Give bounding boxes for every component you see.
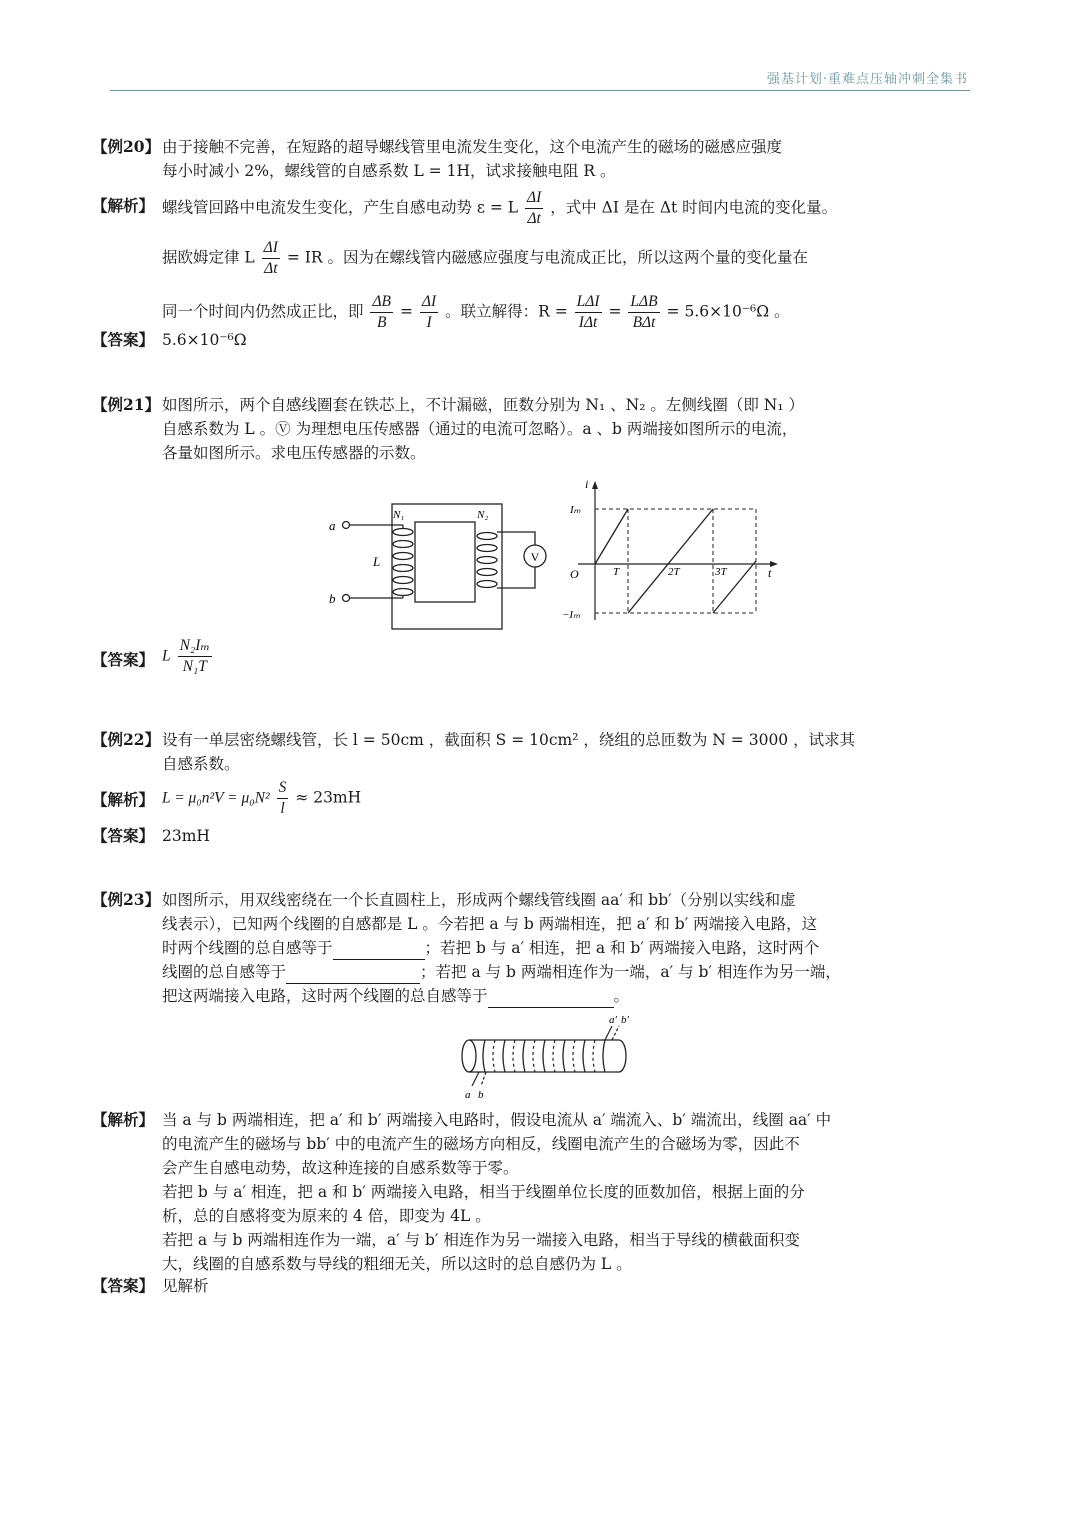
ex23-sol-line1: 当 a 与 b 两端相连，把 a′ 和 b′ 两端接入电路时，假设电流从 a′ 端流入、b′ 端流出，线圈 aa′ 中 [162,1111,832,1129]
label-Im: Iₘ [570,504,581,516]
cylinder-right-end [619,1040,626,1072]
example-21-tag: 【例21】 [92,395,161,414]
cylinder-left-end [462,1040,476,1072]
example-22-question [92,728,952,776]
ex22-answer: 23mH [162,827,210,845]
example-23-solution [92,1108,952,1276]
label-i: i [585,478,589,491]
ex23-answer: 见解析 [162,1277,209,1295]
ex20-fraction-ohm: $\frac{\Delta I}{\Delta t}$ [263,239,278,277]
example-23-answer [92,1274,952,1298]
example-22-solution [92,778,952,819]
ex21-q-line1: 如图所示，两个自感线圈套在铁芯上，不计漏磁，匝数分别为 N₁ 、N₂ 。左侧线圈（即 N₁ ） [162,396,804,414]
label-t: t [768,566,772,580]
answer-blank-3[interactable] [488,989,614,1008]
ex20-fraction-dB-B: $\frac{\Delta B}{B}$ [372,293,392,331]
label-b-prime: b′ [621,1014,629,1026]
ex22-q-line2: 自感系数。 [162,755,240,773]
ex22-q-line1: 设有一单层密绕螺线管，长 l = 50cm ，截面积 S = 10cm² ，绕组的总匝数为 N = 3000 ，试求其 [162,731,856,749]
ex21-answer-L: L [162,647,171,665]
example-23-tag: 【例23】 [92,890,161,909]
terminal-b [343,595,350,602]
example-22-answer [92,824,952,848]
ex20-answer-tag: 【答案】 [92,330,155,349]
example-20-question [92,135,952,183]
ex22-sol-text1a: L = μ₀n²V = μ₀N² [162,789,270,807]
current-time-graph [560,478,785,628]
label-a: a [465,1089,471,1101]
ex21-answer [162,636,952,677]
label-O: O [570,567,579,581]
example-20-answer [92,328,952,352]
ex22-solution-tag: 【解析】 [92,790,155,809]
terminal-a [343,522,350,529]
ex20-fraction-dI-I: $\frac{\Delta I}{I}$ [421,293,437,331]
label-2T: 2T [668,566,680,578]
ex23-sol-line6: 若把 a 与 b 两端相连作为一端，a′ 与 b′ 相连作为另一端接入电路，相当于导线的横截面积变 [162,1231,800,1249]
page-header [110,60,970,91]
ex23-sol-line4: 若把 b 与 a′ 相连，把 a 和 b′ 两端接入电路，相当于线圈单位长度的匝数加倍，根据上面的分 [162,1183,805,1201]
ex21-q-line3: 各量如图所示。求电压传感器的示数。 [162,444,426,462]
ex23-q-line3: 时两个线圈的总自感等于 ；若把 b 与 a′ 相连，把 a 和 b′ 两端接入电路，这时两个 [162,936,952,960]
ex20-fraction-dI-dt: $\frac{\Delta I}{\Delta t}$ [527,189,542,227]
right-coil [477,533,497,588]
ex23-sol-line2: 的电流产生的磁场与 bb′ 中的电流产生的磁场方向相反，线圈电流产生的合磁场为零，因此不 [162,1135,800,1153]
label-a: a [329,518,336,533]
left-coil [393,529,413,596]
label-neg-Im: −Iₘ [562,609,580,621]
ex20-sol-line2 [162,238,952,286]
ex22-answer-tag: 【答案】 [92,826,155,845]
sawtooth-current [595,509,756,613]
answer-blank-1[interactable] [333,941,425,960]
example-23-question [92,888,952,1008]
iron-core-outer [392,504,502,629]
ex20-q-line1: 由于接触不完善，在短路的超导螺线管里电流发生变化，这个电流产生的磁场的磁感应强度 [162,138,783,156]
example-21-answer [92,636,952,677]
ex20-sol-text3b: 。联立解得：R = [445,302,568,321]
voltmeter-label: V [530,550,540,564]
header-title: 强基计划·重难点压轴冲刺全集书 [766,72,968,87]
ex22-sol-text1b: ≈ 23mH [295,788,362,807]
ex20-sol-text2a: 据欧姆定律 L [162,248,255,267]
ex20-sol-text3a: 同一个时间内仍然成正比，即 [162,302,364,321]
ex20-q-line2: 每小时减小 2%，螺线管的自感系数 L = 1H，试求接触电阻 R 。 [162,162,616,180]
ex22-fraction-S-l: $\frac{S}{l}$ [278,779,287,817]
ex23-sol-line7: 大，线圈的自感系数与导线的粗细无关，所以这时的总自感仍为 L 。 [162,1255,632,1273]
label-T: T [613,566,620,578]
iron-core-inner [415,522,475,602]
label-b: b [478,1089,484,1101]
transformer-circuit-figure [325,492,555,637]
ex23-sol-line5: 析，总的自感将变为原来的 4 倍，即变为 4L 。 [162,1207,491,1225]
ex21-q-line2: 自感系数为 L 。Ⓥ 为理想电压传感器（通过的电流可忽略）。a 、b 两端接如图所示的电流， [162,420,798,438]
ex23-answer-tag: 【答案】 [92,1276,155,1295]
ex20-sol-text1b: ，式中 ΔI 是在 Δt 时间内电流的变化量。 [550,198,838,217]
ex20-fraction-LdB: $\frac{\text{LΔB}}{\text{BΔt}}$ [630,293,658,331]
ex20-answer: 5.6×10⁻⁶Ω [162,331,247,349]
ex23-q-line2: 线表示），已知两个线圈的自感都是 L 。今若把 a 与 b 两端相连，把 a′ 和 b′ 两端接入电路，这 [162,915,818,933]
label-L: L [373,554,381,569]
example-21-question [92,393,952,465]
ex20-solution-tag: 【解析】 [92,196,155,215]
solid-coil-aa [483,1040,605,1072]
label-N2: N₂ [477,509,489,521]
ex20-sol-text2b: = IR 。因为在螺线管内磁感应强度与电流成正比，所以这两个量的变化量在 [286,248,809,267]
example-22-tag: 【例22】 [92,730,161,749]
ex21-answer-fraction: $\frac{\text{N₂Iₘ}}{\text{N₁T}}$ [179,637,210,675]
ex20-sol-line1 [162,188,952,234]
label-N1: N₁ [393,509,405,521]
label-a-prime: a′ [609,1014,617,1026]
ex20-sol-text3c: = 5.6×10⁻⁶Ω 。 [666,302,790,321]
ex23-q-line1: 如图所示，用双线密绕在一个长直圆柱上，形成两个螺线管线圈 aa′ 和 bb′（分别以实线和虚 [162,891,796,909]
ex23-q-line5: 把这两端接入电路，这时两个线圈的总自感等于 。 [162,984,952,1008]
ex21-answer-tag: 【答案】 [92,650,155,669]
ex20-sol-text1a: 螺线管回路中电流发生变化，产生自感电动势 ε = L [162,198,519,217]
label-3T: 3T [715,566,727,578]
example-20-tag: 【例20】 [92,137,161,156]
label-b: b [329,591,336,606]
ex20-equals-2: = [608,302,622,321]
answer-blank-2[interactable] [286,965,420,984]
ex23-solution-tag: 【解析】 [92,1110,155,1129]
double-wound-solenoid-figure [455,1010,635,1102]
ex23-q-line4: 线圈的总自感等于 ；若把 a 与 b 两端相连作为一端，a′ 与 b′ 相连作为另一端， [162,960,952,984]
ex20-fraction-LdI: $\frac{\text{LΔI}}{\text{IΔt}}$ [576,293,600,331]
ex23-sol-line3: 会产生自感电动势，故这种连接的自感系数等于零。 [162,1159,519,1177]
ex20-equals: = [399,302,413,321]
ex22-sol-line1 [162,778,952,819]
